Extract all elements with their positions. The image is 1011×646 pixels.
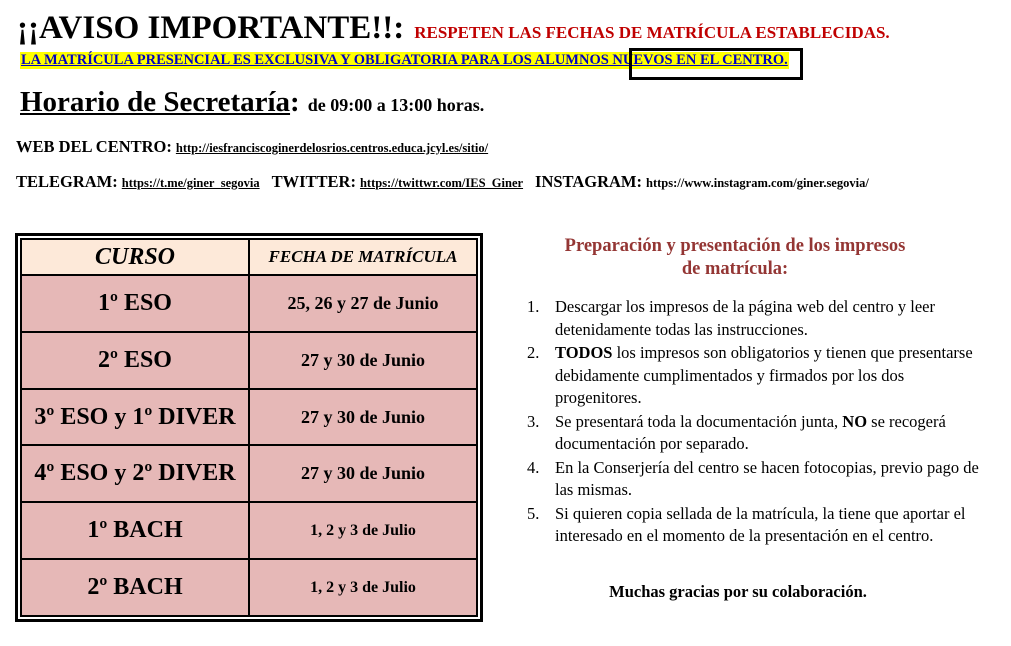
step-number: 3. xyxy=(527,411,540,431)
web-line xyxy=(16,137,488,157)
preparacion-title xyxy=(520,235,950,281)
table-row xyxy=(21,445,477,502)
twitter-link[interactable]: https://twittwr.com/IES_Giner xyxy=(359,176,524,190)
twitter-label: TWITTER: xyxy=(271,172,356,191)
step-text-end: se recogerá documentación por separado. xyxy=(555,411,946,453)
course-cell: 4º ESO y 2º DIVER xyxy=(21,445,249,502)
table-row xyxy=(21,389,477,446)
step-emphasis: NO xyxy=(842,411,868,431)
date-cell: 1, 2 y 3 de Julio xyxy=(249,502,477,559)
header-fecha: FECHA DE MATRÍCULA xyxy=(249,239,477,275)
step-text: Se presentará toda la documentación junta, xyxy=(555,411,843,431)
step-number: 5. xyxy=(527,503,540,523)
header-curso: CURSO xyxy=(21,239,249,275)
presencial-notice: LA MATRÍCULA PRESENCIAL ES EXCLUSIVA Y OBLIGATORIA PARA LOS ALUMNOS NUEVOS EN EL CENTRO. xyxy=(21,52,788,68)
social-line xyxy=(16,172,869,192)
step-text: Si quieren copia sellada de la matrícula, la tiene que aportar el interesado en el momento de la presentación en el centro. xyxy=(555,503,966,545)
instagram-label: INSTAGRAM: xyxy=(535,172,642,191)
enrollment-schedule xyxy=(20,238,478,617)
respeten-fechas-text: RESPETEN LAS FECHAS DE MATRÍCULA ESTABLECIDAS. xyxy=(414,23,890,42)
step-number: 2. xyxy=(527,343,540,362)
date-cell: 1, 2 y 3 de Julio xyxy=(249,559,477,616)
list-item xyxy=(527,503,987,548)
enrollment-table xyxy=(15,233,483,622)
telegram-label: TELEGRAM: xyxy=(16,172,118,191)
horario-colon: : xyxy=(290,86,300,118)
preparacion-title-line1: Preparación y presentación de los impresos xyxy=(564,236,906,256)
step-text: En la Conserjería del centro se hacen fotocopias, previo pago de las mismas. xyxy=(555,457,979,499)
step-emphasis: TODOS xyxy=(555,343,613,362)
table-row xyxy=(21,559,477,616)
gracias-text: Muchas gracias por su colaboración. xyxy=(609,582,867,601)
horario-time: de 09:00 a 13:00 horas. xyxy=(307,95,485,115)
table-row xyxy=(21,502,477,559)
highlight-box-marker xyxy=(629,48,803,80)
steps-list xyxy=(527,296,987,549)
course-cell: 1º ESO xyxy=(21,275,249,332)
horario-title: Horario de Secretaría xyxy=(20,86,291,118)
table-row xyxy=(21,275,477,332)
date-cell: 27 y 30 de Junio xyxy=(249,389,477,446)
web-label: WEB DEL CENTRO: xyxy=(16,137,172,156)
step-number: 4. xyxy=(527,457,540,477)
horario-secretaria xyxy=(20,86,484,119)
list-item xyxy=(527,296,987,341)
list-item xyxy=(527,411,987,456)
notice-heading xyxy=(17,10,890,47)
preparacion-title-line2: de matrícula: xyxy=(681,259,789,279)
web-link[interactable]: http://iesfranciscoginerdelosrios.centros.educa.jcyl.es/sitio/ xyxy=(175,141,489,155)
step-number: 1. xyxy=(527,297,540,316)
date-cell: 25, 26 y 27 de Junio xyxy=(249,275,477,332)
list-item xyxy=(527,342,987,410)
aviso-title: ¡¡AVISO IMPORTANTE!!: xyxy=(17,10,405,46)
date-cell: 27 y 30 de Junio xyxy=(249,445,477,502)
step-text: los impresos son obligatorios y tienen que presentarse debidamente cumplimentados y firmados por los dos progenitores. xyxy=(555,343,973,407)
course-cell: 3º ESO y 1º DIVER xyxy=(21,389,249,446)
course-cell: 2º BACH xyxy=(21,559,249,616)
instagram-link[interactable]: https://www.instagram.com/giner.segovia/ xyxy=(646,176,869,190)
course-cell: 2º ESO xyxy=(21,332,249,389)
date-cell: 27 y 30 de Junio xyxy=(249,332,477,389)
telegram-link[interactable]: https://t.me/giner_segovia xyxy=(121,176,260,190)
table-header-row xyxy=(21,239,477,275)
course-cell: 1º BACH xyxy=(21,502,249,559)
list-item xyxy=(527,457,987,502)
table-row xyxy=(21,332,477,389)
step-text: Descargar los impresos de la página web del centro y leer detenidamente todas las instrucciones. xyxy=(555,297,935,339)
